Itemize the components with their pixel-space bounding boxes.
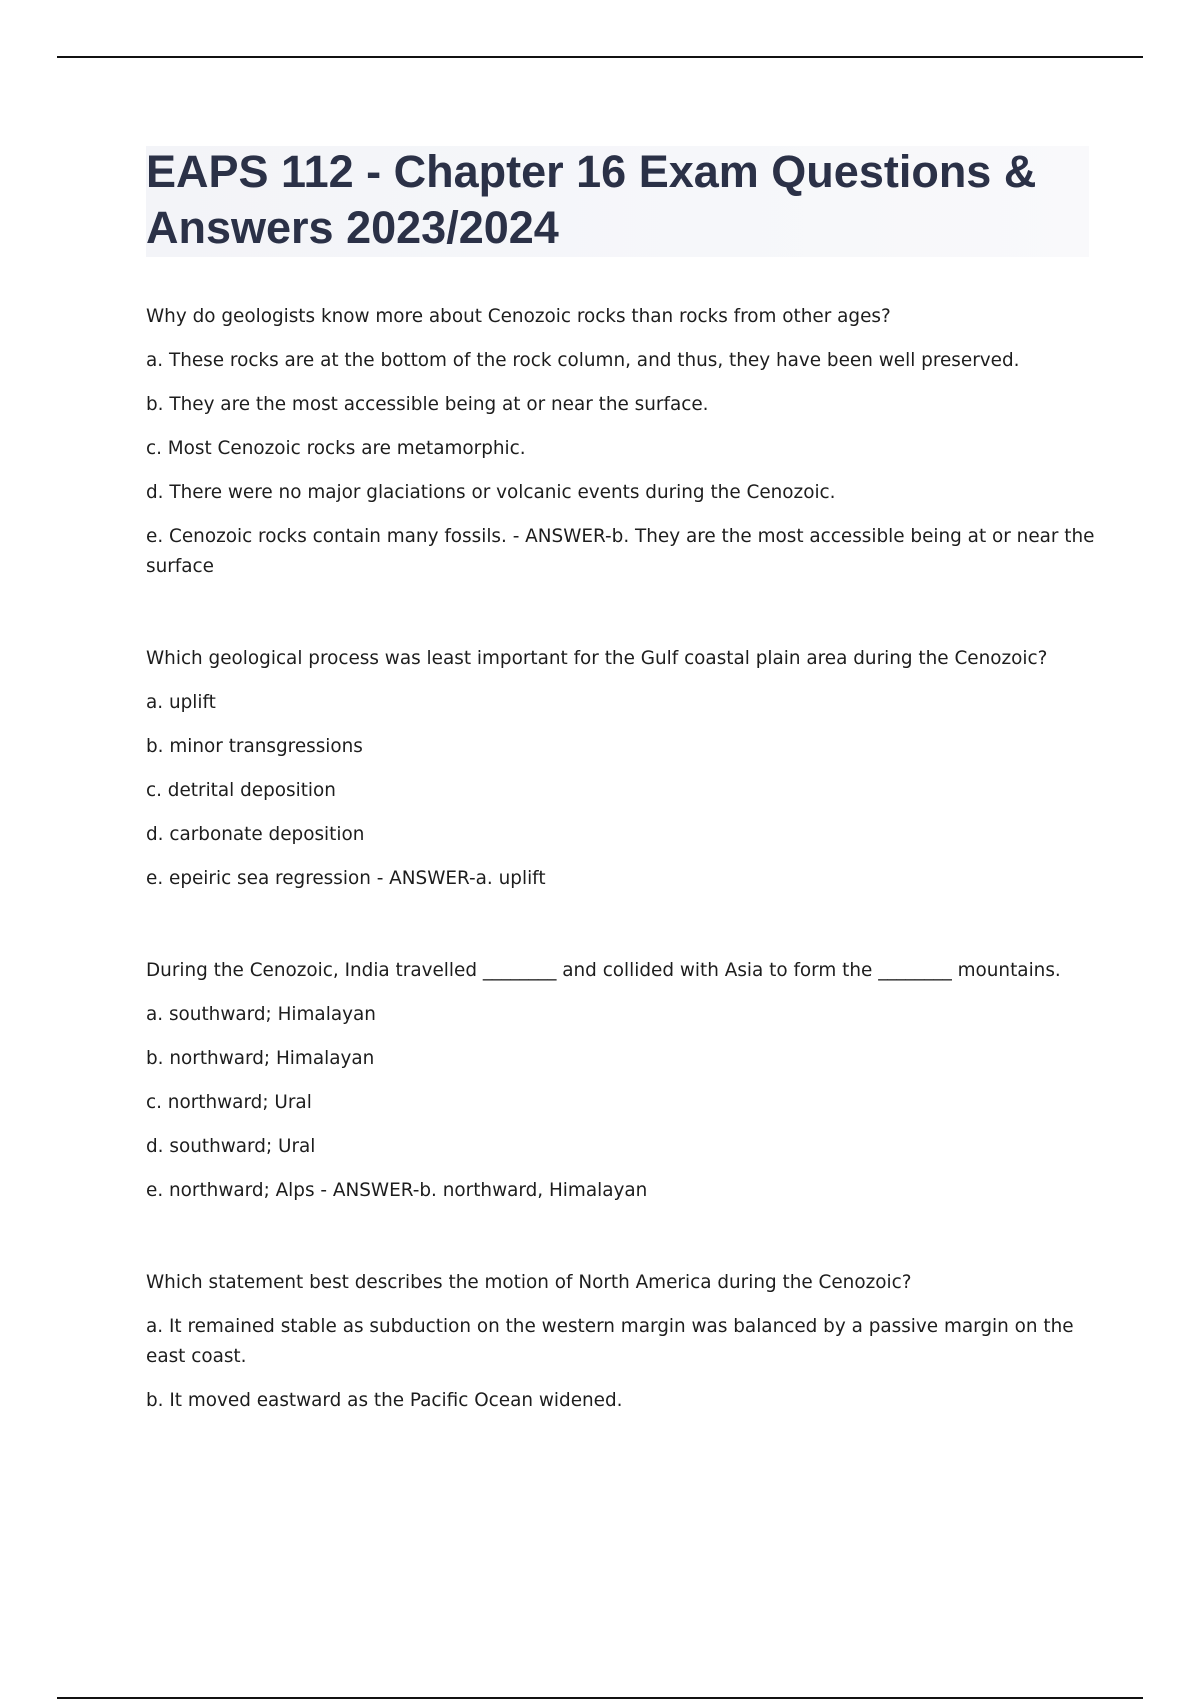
answer-option: a. uplift xyxy=(146,692,216,713)
answer-option: b. They are the most accessible being at or near the surface. xyxy=(146,394,709,415)
page-title: EAPS 112 - Chapter 16 Exam Questions & Answers 2023/2024 xyxy=(146,146,1037,253)
answer-option: d. southward; Ural xyxy=(146,1136,316,1157)
answer-option: a. southward; Himalayan xyxy=(146,1004,376,1025)
answer-option: b. minor transgressions xyxy=(146,736,363,757)
bottom-rule xyxy=(57,1697,1143,1699)
answer-option: e. northward; Alps - ANSWER-b. northward, Himalayan xyxy=(146,1180,648,1201)
answer-option: c. northward; Ural xyxy=(146,1092,312,1113)
question-text: During the Cenozoic, India travelled ________ and collided with Asia to form the ________ mountains. xyxy=(146,960,1061,981)
spacer xyxy=(146,1220,1096,1268)
answer-option: a. It remained stable as subduction on the western margin was balanced by a passive margin on the east coast. xyxy=(146,1316,1074,1367)
answer-option: c. Most Cenozoic rocks are metamorphic. xyxy=(146,438,526,459)
question-block-3 xyxy=(146,956,1096,1206)
answer-option: e. epeiric sea regression - ANSWER-a. uplift xyxy=(146,868,546,889)
answer-option: a. These rocks are at the bottom of the rock column, and thus, they have been well preserved. xyxy=(146,350,1020,371)
answer-option: c. detrital deposition xyxy=(146,780,336,801)
question-block-2 xyxy=(146,644,1096,894)
question-list xyxy=(146,302,1096,1430)
question-text: Why do geologists know more about Cenozoic rocks than rocks from other ages? xyxy=(146,306,891,327)
answer-option: d. carbonate deposition xyxy=(146,824,365,845)
question-text: Which statement best describes the motion of North America during the Cenozoic? xyxy=(146,1272,912,1293)
spacer xyxy=(146,908,1096,956)
answer-option: e. Cenozoic rocks contain many fossils. - ANSWER-b. They are the most accessible being at or near the surface xyxy=(146,526,1095,577)
question-block-4 xyxy=(146,1268,1096,1416)
spacer xyxy=(146,596,1096,644)
answer-option: b. It moved eastward as the Pacific Ocean widened. xyxy=(146,1390,623,1411)
answer-option: d. There were no major glaciations or volcanic events during the Cenozoic. xyxy=(146,482,836,503)
question-block-1 xyxy=(146,302,1096,582)
answer-option: b. northward; Himalayan xyxy=(146,1048,375,1069)
top-rule xyxy=(57,56,1143,58)
question-text: Which geological process was least important for the Gulf coastal plain area during the Cenozoic? xyxy=(146,648,1048,669)
